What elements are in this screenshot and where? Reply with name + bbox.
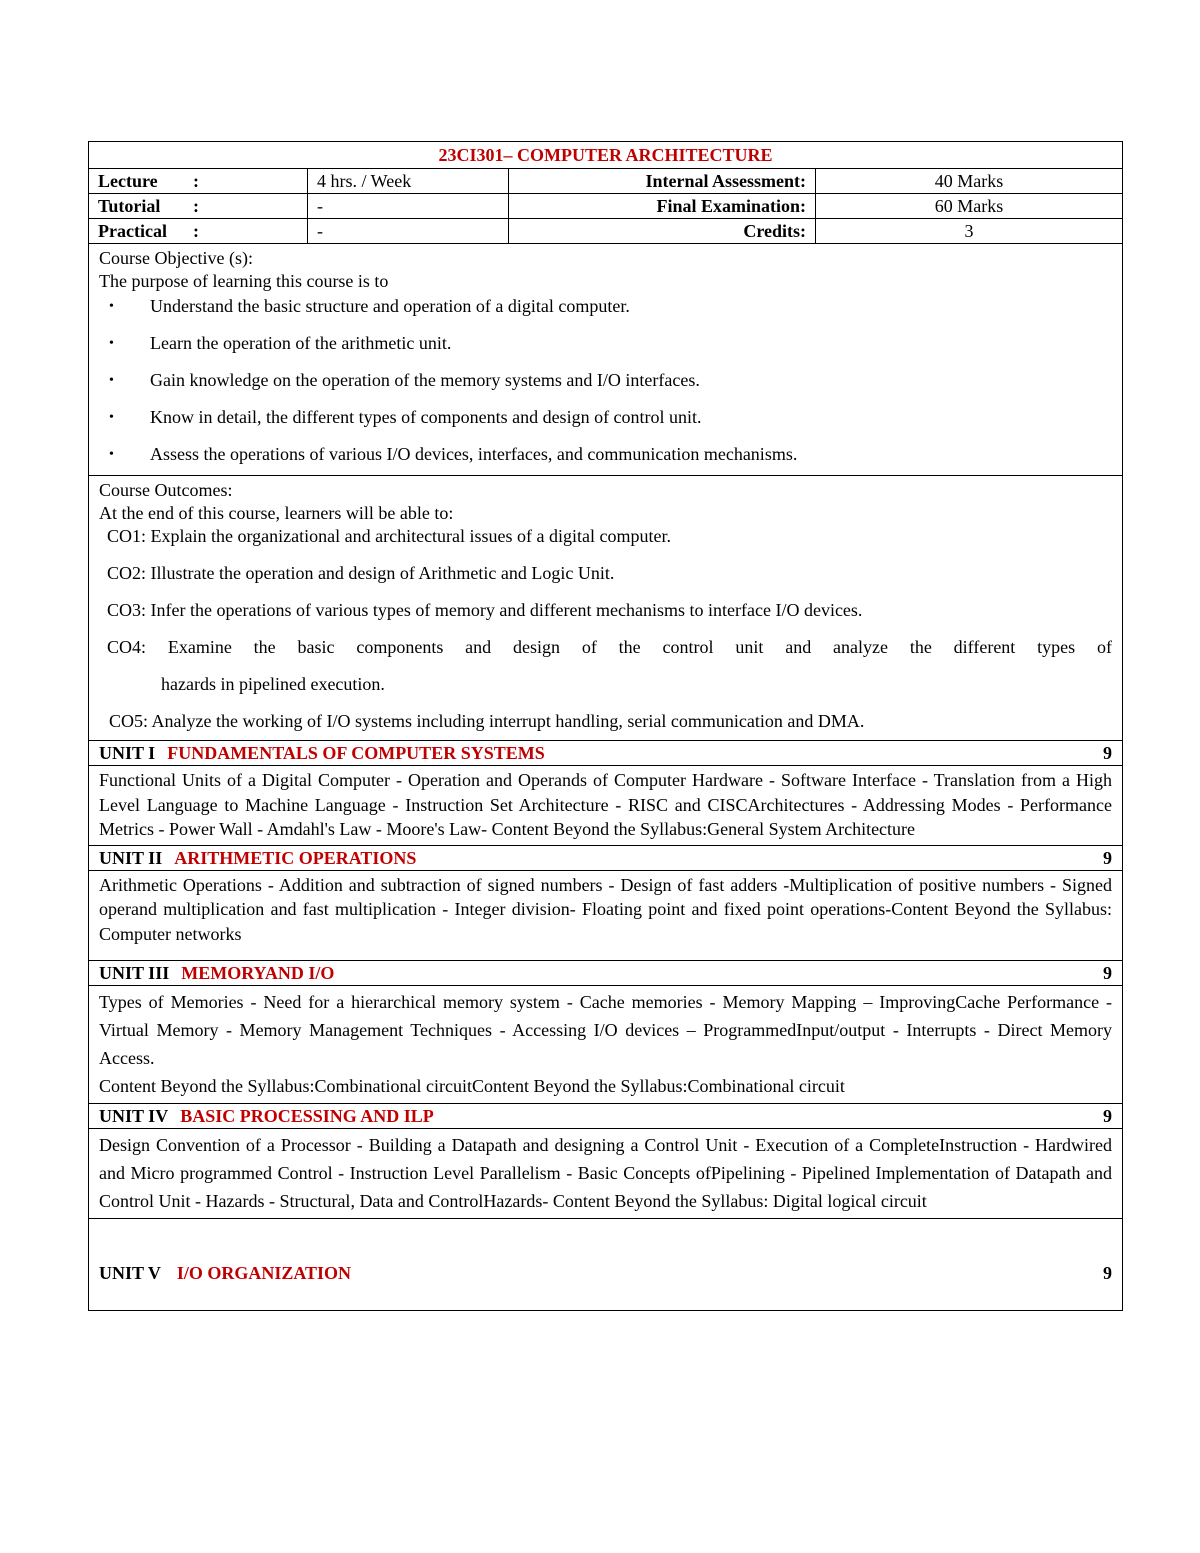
unit-heading [99, 741, 545, 765]
meta-row-practical [89, 219, 1122, 244]
objective-text: Assess the operations of various I/O devices, interfaces, and communication mechanisms. [150, 444, 798, 464]
unit-title: I/O ORGANIZATION [176, 1262, 352, 1283]
list-item [99, 332, 1112, 369]
unit-title: BASIC PROCESSING AND ILP [180, 1105, 434, 1126]
unit-hours: 9 [1103, 743, 1112, 763]
outcome-co4: CO4: Examine the basic components and design of the control unit and analyze the different types of [107, 637, 1112, 657]
course-outcomes [89, 476, 1122, 741]
outcomes-intro: At the end of this course, learners will be able to: [99, 503, 454, 523]
objectives-heading: Course Objective (s): [99, 248, 253, 268]
objectives-list [99, 295, 1112, 471]
list-item [99, 406, 1112, 443]
outcome-co5: CO5: Analyze the working of I/O systems including interrupt handling, serial communication and DMA. [109, 711, 865, 731]
bullet-icon: • [109, 410, 114, 425]
unit-title: MEMORYAND I/O [181, 962, 335, 983]
outcome-co4-continued: hazards in pipelined execution. [161, 674, 385, 694]
unit-text: Types of Memories - Need for a hierarchical memory system - Cache memories - Memory Mapping – ImprovingCache Performance - Virtual Memory - Memory Management Techniques - Accessing I/O devices – ProgrammedInput/output - Interrupts - Direct Memory Access. [99, 991, 1112, 1068]
outcomes-heading: Course Outcomes: [99, 480, 233, 500]
meta-name: Tutorial [98, 196, 161, 216]
meta-value: - [308, 194, 509, 218]
objectives-intro: The purpose of learning this course is to [99, 271, 389, 291]
meta-value: 4 hrs. / Week [308, 169, 509, 193]
list-item [99, 369, 1112, 406]
meta-name-cell [89, 194, 308, 218]
unit-3-content [89, 986, 1122, 1104]
unit-heading [99, 1104, 434, 1128]
unit-hours: 9 [1103, 847, 1112, 868]
outcome-co3: CO3: Infer the operations of various types of memory and different mechanisms to interface I/O devices. [107, 600, 863, 620]
unit-1-header [89, 741, 1122, 766]
bullet-icon: • [109, 373, 114, 388]
outcome-co1: CO1: Explain the organizational and architectural issues of a digital computer. [107, 526, 672, 546]
bullet-icon: • [109, 447, 114, 462]
course-title: 23CI301– COMPUTER ARCHITECTURE [89, 142, 1122, 169]
unit-label: UNIT II [99, 847, 163, 868]
meta-name: Practical [98, 221, 167, 241]
course-objectives [89, 244, 1122, 476]
unit-hours: 9 [1103, 962, 1112, 983]
unit-text-extra: Content Beyond the Syllabus:Combinational circuitContent Beyond the Syllabus:Combinational circuit [99, 1075, 845, 1096]
meta-colon: : [193, 171, 199, 191]
meta-row-tutorial [89, 194, 1122, 219]
unit-4-header [89, 1104, 1122, 1129]
unit-label: UNIT I [99, 743, 156, 763]
meta-marks: 60 Marks [934, 196, 1004, 216]
unit-3-header [89, 961, 1122, 986]
unit-label: UNIT III [99, 962, 170, 983]
meta-colon: : [193, 196, 199, 216]
meta-label: Final Examination: [509, 194, 816, 218]
objective-text: Understand the basic structure and operation of a digital computer. [150, 296, 630, 316]
meta-name-cell [89, 219, 308, 243]
unit-title: FUNDAMENTALS OF COMPUTER SYSTEMS [167, 743, 545, 763]
meta-label: Credits: [509, 219, 816, 243]
objective-text: Gain knowledge on the operation of the memory systems and I/O interfaces. [150, 370, 700, 390]
unit-2-content [89, 871, 1122, 961]
outcome-co2: CO2: Illustrate the operation and design of Arithmetic and Logic Unit. [107, 563, 615, 583]
unit-2-header [89, 846, 1122, 871]
meta-name: Lecture [98, 171, 158, 191]
meta-marks: 3 [964, 221, 974, 241]
syllabus-table [88, 141, 1123, 1311]
list-item [99, 443, 1112, 471]
unit-5-header [89, 1219, 1122, 1310]
bullet-icon: • [109, 299, 114, 314]
unit-hours: 9 [1103, 1262, 1112, 1283]
list-item [99, 295, 1112, 332]
unit-title: ARITHMETIC OPERATIONS [174, 847, 417, 868]
meta-name-cell [89, 169, 308, 193]
unit-heading [99, 1263, 351, 1284]
meta-marks: 40 Marks [934, 171, 1004, 191]
unit-heading [99, 961, 334, 985]
meta-label: Internal Assessment: [509, 169, 816, 193]
unit-label: UNIT IV [99, 1105, 169, 1126]
meta-row-lecture [89, 169, 1122, 194]
unit-label: UNIT V [99, 1262, 161, 1283]
meta-colon: : [193, 221, 199, 241]
unit-hours: 9 [1103, 1105, 1112, 1126]
objective-text: Know in detail, the different types of components and design of control unit. [150, 407, 702, 427]
meta-value: - [308, 219, 509, 243]
unit-1-content [89, 766, 1122, 846]
unit-text: Design Convention of a Processor - Building a Datapath and designing a Control Unit - Execution of a CompleteInstruction - Hardwired and Micro programmed Control - Instruction Level Parallelism - Basic Concepts ofPipelining - Pipelined Implementation of Datapath and Control Unit - Hazards - Structural, Data and ControlHazards- Content Beyond the Syllabus: Digital logical circuit [99, 1134, 1112, 1211]
unit-text: Functional Units of a Digital Computer - Operation and Operands of Computer Hardware - Software Interface - Translation from a High Level Language to Machine Language - Instruction Set Architecture - RISC and CISCArchitectures - Addressing Modes - Performance Metrics - Power Wall - Amdahl's Law - Moore's Law- Content Beyond the Syllabus:General System Architecture [99, 770, 1112, 839]
objective-text: Learn the operation of the arithmetic unit. [150, 333, 452, 353]
unit-text: Arithmetic Operations - Addition and subtraction of signed numbers - Design of fast adders -Multiplication of positive numbers - Signed operand multiplication and fast multiplication - Integer division- Floating point and fixed point operations-Content Beyond the Syllabus: Computer networks [99, 874, 1112, 944]
unit-4-content [89, 1129, 1122, 1219]
unit-heading [99, 846, 416, 870]
bullet-icon: • [109, 336, 114, 351]
